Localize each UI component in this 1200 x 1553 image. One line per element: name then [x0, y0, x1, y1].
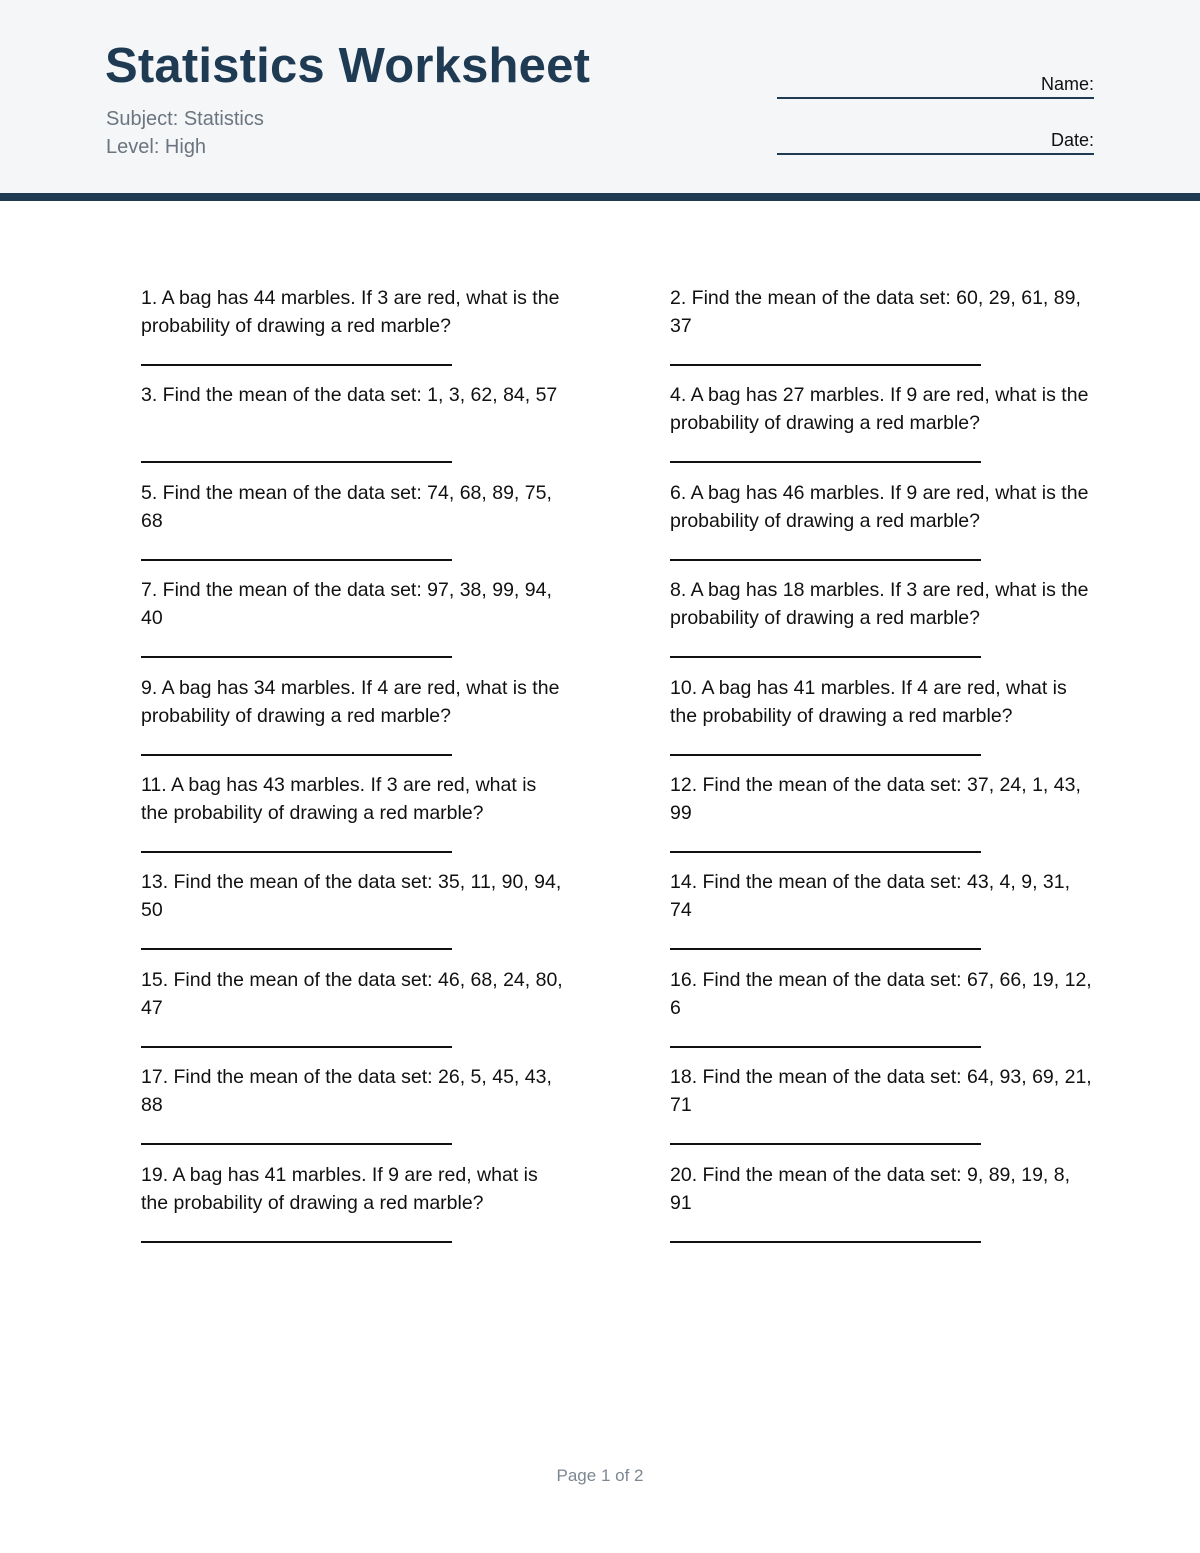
answer-line[interactable]: [141, 656, 452, 658]
question-item: [670, 479, 1101, 576]
question-text: 15. Find the mean of the data set: 46, 68, 24, 80, 47: [141, 968, 563, 1019]
question-item: [670, 1161, 1101, 1258]
question-item: [670, 868, 1101, 965]
question-text: 18. Find the mean of the data set: 64, 93, 69, 21, 71: [670, 1066, 1092, 1117]
date-field[interactable]: [777, 130, 1094, 155]
header-divider: [0, 193, 1200, 201]
answer-line[interactable]: [670, 1241, 981, 1243]
question-text: 10. A bag has 41 marbles. If 4 are red, what is the probability of drawing a red marble?: [670, 676, 1067, 727]
question-item: [141, 966, 670, 1063]
answer-line[interactable]: [670, 364, 981, 366]
answer-line[interactable]: [141, 1046, 452, 1048]
question-item: [670, 771, 1101, 868]
answer-line[interactable]: [141, 1241, 452, 1243]
question-item: [141, 576, 670, 673]
question-text: 8. A bag has 18 marbles. If 3 are red, what is the probability of drawing a red marble?: [670, 579, 1089, 630]
question-item: [141, 284, 670, 381]
answer-line[interactable]: [670, 754, 981, 756]
question-item: [670, 1063, 1101, 1160]
question-text: 20. Find the mean of the data set: 9, 89, 19, 8, 91: [670, 1163, 1071, 1214]
question-text: 1. A bag has 44 marbles. If 3 are red, what is the probability of drawing a red marble?: [141, 287, 560, 337]
question-item: [670, 284, 1101, 381]
answer-line[interactable]: [670, 559, 981, 561]
question-text: 4. A bag has 27 marbles. If 9 are red, what is the probability of drawing a red marble?: [670, 384, 1089, 435]
question-text: 12. Find the mean of the data set: 37, 24, 1, 43, 99: [670, 773, 1081, 824]
answer-line[interactable]: [670, 656, 981, 658]
answer-line[interactable]: [141, 948, 452, 950]
date-label: Date:: [1050, 130, 1094, 150]
question-item: [141, 381, 670, 478]
answer-line[interactable]: [141, 754, 452, 756]
question-item: [141, 868, 670, 965]
question-item: [141, 674, 670, 771]
question-item: [670, 576, 1101, 673]
name-label: Name:: [1040, 74, 1094, 94]
question-item: [670, 966, 1101, 1063]
question-item: [141, 1063, 670, 1160]
answer-line[interactable]: [670, 948, 981, 950]
question-text: 13. Find the mean of the data set: 35, 11, 90, 94, 50: [141, 871, 562, 922]
question-text: 2. Find the mean of the data set: 60, 29, 61, 89, 37: [670, 287, 1081, 337]
name-field[interactable]: [777, 74, 1094, 99]
question-text: 17. Find the mean of the data set: 26, 5, 45, 43, 88: [141, 1066, 552, 1117]
question-text: 9. A bag has 34 marbles. If 4 are red, what is the probability of drawing a red marble?: [141, 676, 560, 727]
question-text: 3. Find the mean of the data set: 1, 3, 62, 84, 57: [141, 384, 558, 407]
level-label: Level: High: [106, 136, 207, 158]
worksheet-title: Statistics Worksheet: [105, 39, 591, 93]
page-number: Page 1 of 2: [556, 1466, 644, 1485]
worksheet-header: [0, 0, 1200, 193]
question-text: 11. A bag has 43 marbles. If 3 are red, what is the probability of drawing a red marble?: [141, 773, 537, 824]
subject-label: Subject: Statistics: [106, 108, 264, 130]
answer-line[interactable]: [141, 461, 452, 463]
question-text: 14. Find the mean of the data set: 43, 4, 9, 31, 74: [670, 871, 1071, 922]
question-grid: [141, 284, 1101, 1258]
question-text: 19. A bag has 41 marbles. If 9 are red, what is the probability of drawing a red marble?: [141, 1163, 538, 1214]
question-text: 6. A bag has 46 marbles. If 9 are red, what is the probability of drawing a red marble?: [670, 481, 1089, 532]
answer-line[interactable]: [141, 559, 452, 561]
answer-line[interactable]: [141, 364, 452, 366]
question-item: [670, 674, 1101, 771]
question-item: [141, 479, 670, 576]
answer-line[interactable]: [670, 461, 981, 463]
answer-line[interactable]: [141, 851, 452, 853]
answer-line[interactable]: [141, 1143, 452, 1145]
answer-line[interactable]: [670, 1143, 981, 1145]
question-item: [141, 1161, 670, 1258]
answer-line[interactable]: [670, 1046, 981, 1048]
answer-line[interactable]: [670, 851, 981, 853]
question-text: 5. Find the mean of the data set: 74, 68, 89, 75, 68: [141, 481, 552, 532]
question-item: [141, 771, 670, 868]
question-text: 16. Find the mean of the data set: 67, 66, 19, 12, 6: [670, 968, 1092, 1019]
question-item: [670, 381, 1101, 478]
question-text: 7. Find the mean of the data set: 97, 38, 99, 94, 40: [141, 579, 552, 630]
